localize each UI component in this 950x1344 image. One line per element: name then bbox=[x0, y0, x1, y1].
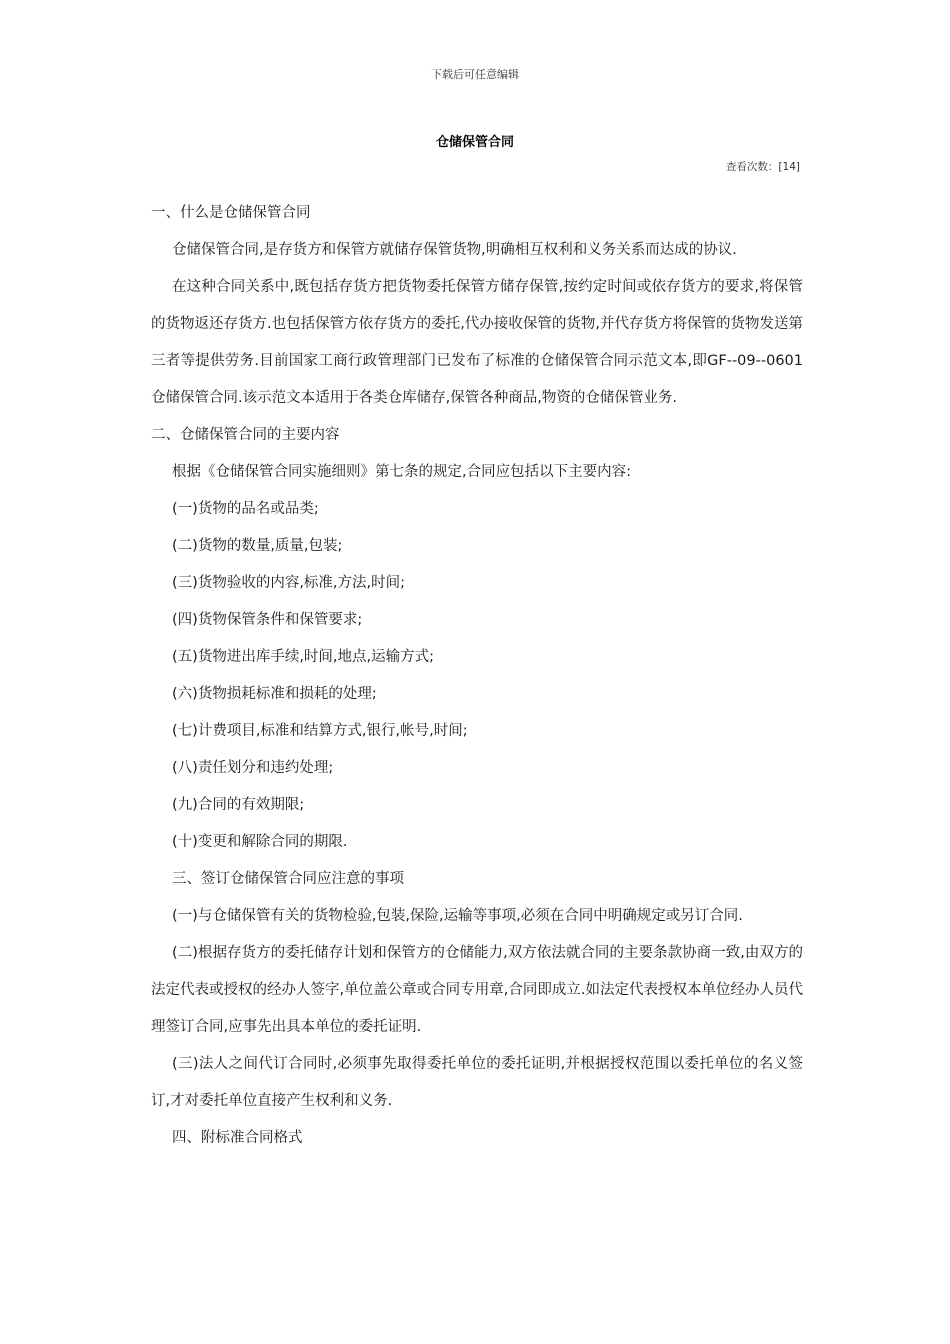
section-3-paragraph-1: (一)与仓储保管有关的货物检验,包装,保险,运输等事项,必须在合同中明确规定或另订合同. bbox=[172, 908, 743, 924]
list-item: (六)货物损耗标准和损耗的处理; bbox=[172, 686, 377, 702]
list-item: (二)货物的数量,质量,包装; bbox=[172, 538, 343, 554]
section-heading-3: 三、签订仓储保管合同应注意的事项 bbox=[172, 871, 404, 887]
view-count: 查看次数：[14] bbox=[725, 161, 800, 173]
list-item: (四)货物保管条件和保管要求; bbox=[172, 612, 363, 628]
section-1-paragraph-1: 仓储保管合同,是存货方和保管方就储存保管货物,明确相互权利和义务关系而达成的协议. bbox=[172, 242, 737, 258]
section-2-intro: 根据《仓储保管合同实施细则》第七条的规定,合同应包括以下主要内容: bbox=[172, 464, 631, 480]
section-3-paragraph-3: (三)法人之间代订合同时,必须事先取得委托单位的委托证明,并根据授权范围以委托单位的名义签订,才对委托单位直接产生权利和义务. bbox=[151, 1056, 803, 1109]
list-item: (十)变更和解除合同的期限. bbox=[172, 834, 348, 850]
list-item: (三)货物验收的内容,标准,方法,时间; bbox=[172, 575, 406, 591]
list-item: (九)合同的有效期限; bbox=[172, 797, 305, 813]
section-heading-4: 四、附标准合同格式 bbox=[172, 1130, 303, 1146]
list-item: (八)责任划分和违约处理; bbox=[172, 760, 334, 776]
section-heading-1: 一、什么是仓储保管合同 bbox=[151, 205, 311, 221]
document-title: 仓储保管合同 bbox=[435, 135, 514, 150]
list-item: (七)计费项目,标准和结算方式,银行,帐号,时间; bbox=[172, 723, 468, 739]
list-item: (一)货物的品名或品类; bbox=[172, 501, 319, 517]
section-heading-2: 二、仓储保管合同的主要内容 bbox=[151, 427, 340, 443]
section-3-paragraph-2: (二)根据存货方的委托储存计划和保管方的仓储能力,双方依法就合同的主要条款协商一致,由双方的法定代表或授权的经办人签字,单位盖公章或合同专用章,合同即成立.如法定代表授权本单位经办人员代理签订合同,应事先出具本单位的委托证明. bbox=[151, 945, 803, 1035]
list-item: (五)货物进出库手续,时间,地点,运输方式; bbox=[172, 649, 435, 665]
header-note: 下载后可任意编辑 bbox=[431, 68, 519, 81]
document-body bbox=[151, 195, 803, 1157]
section-1-paragraph-2: 在这种合同关系中,既包括存货方把货物委托保管方储存保管,按约定时间或依存货方的要求,将保管的货物返还存货方.也包括保管方依存货方的委托,代办接收保管的货物,并代存货方将保管的货物发送第三者等提供劳务.目前国家工商行政管理部门已发布了标准的仓储保管合同示范文本,即GF--09--0601仓储保管合同.该示范文本适用于各类仓库储存,保管各种商品,物资的仓储保管业务. bbox=[151, 279, 803, 406]
